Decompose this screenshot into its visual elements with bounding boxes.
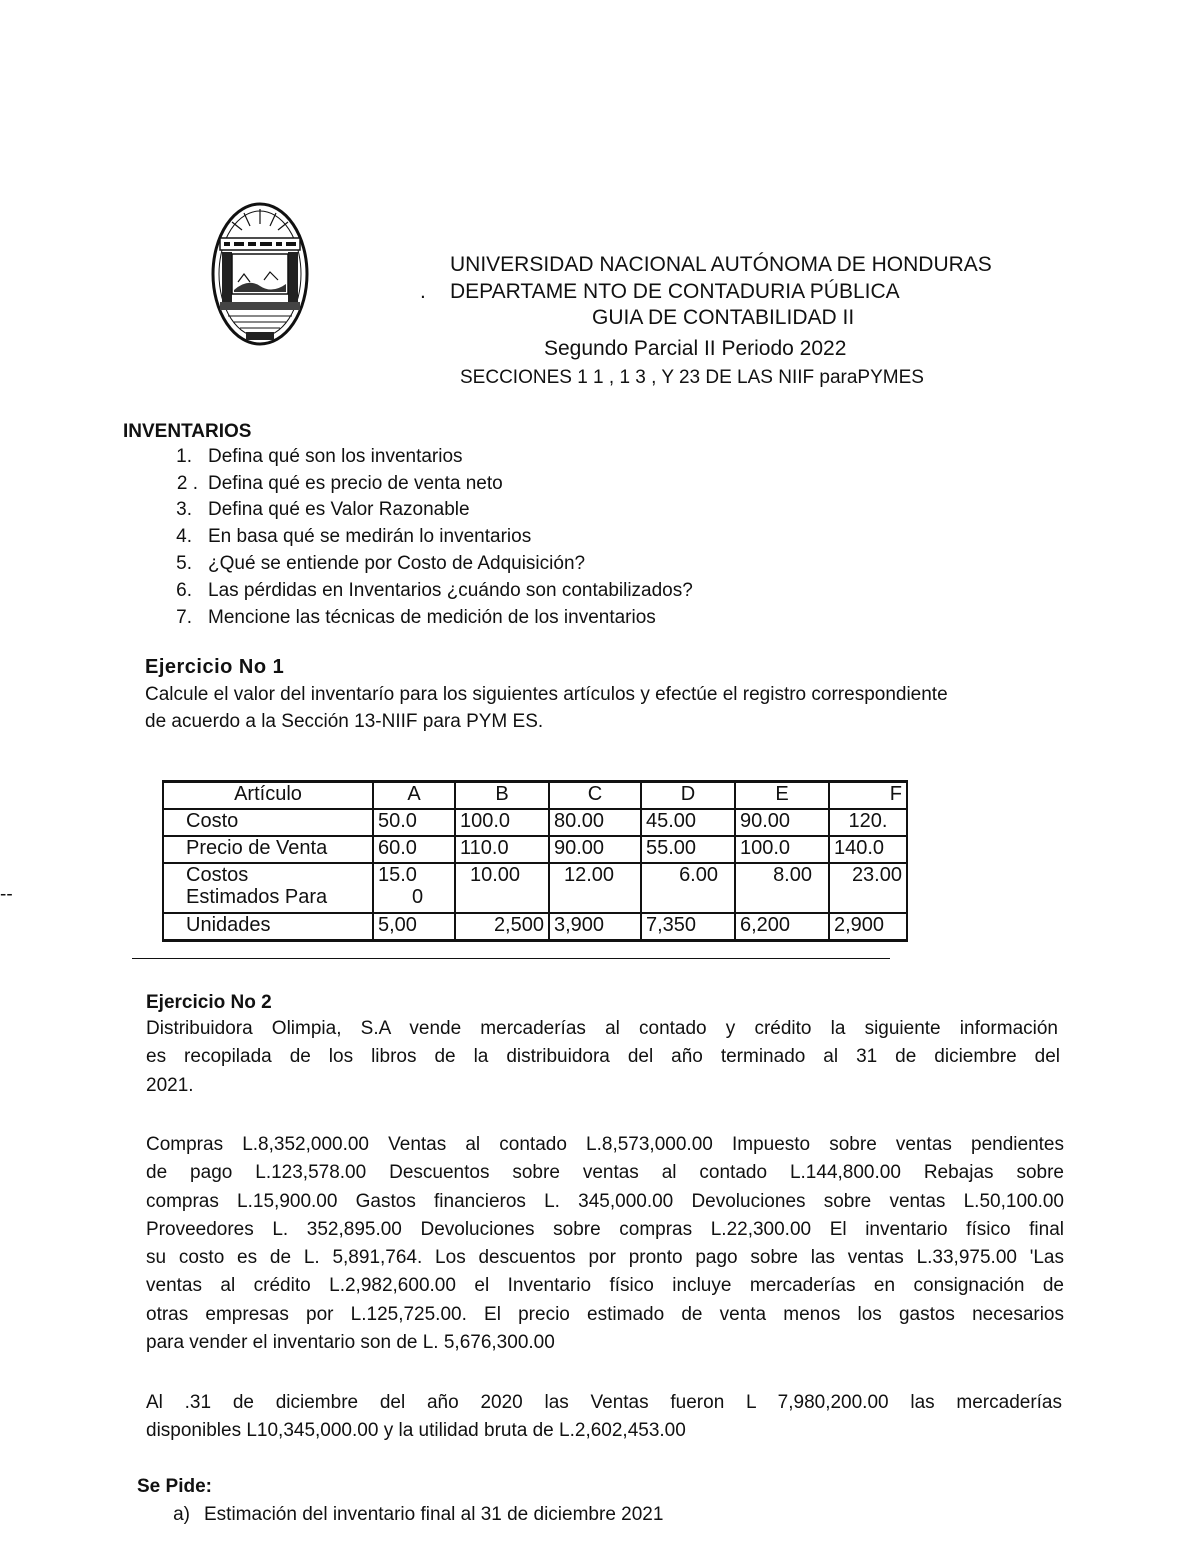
ejercicio1-title: Ejercicio No 1 bbox=[145, 656, 285, 678]
table-cell: 8.00 bbox=[735, 863, 829, 913]
table-cell: 80.00 bbox=[549, 809, 641, 836]
data-line: compras L.15,900.00 Gastos financieros L. 345,000.00 Devoluciones sobre ventas L.50,100.00 bbox=[146, 1190, 1064, 1212]
department-name: DEPARTAME NTO DE CONTADURIA PÚBLICA bbox=[450, 280, 900, 303]
intro-line: es recopilada de los libros de la distribuidora del año terminado al 31 de diciembre del bbox=[146, 1046, 1060, 1068]
table-cell: 60.0 bbox=[373, 836, 455, 863]
table-row-label: Precio de Venta bbox=[163, 836, 373, 863]
data-line: su costo es de L. 5,891,764. Los descuentos por pronto pago sobre las ventas L.33,975.00 'Las bbox=[146, 1247, 1064, 1269]
ejercicio2-intro bbox=[146, 1015, 1060, 1100]
table-header-row bbox=[163, 782, 907, 810]
table-header-cell: E bbox=[735, 782, 829, 810]
data-line: Proveedores L. 352,895.00 Devoluciones sobre compras L.22,300.00 El inventario físico final bbox=[146, 1218, 1064, 1240]
questions-list: 1. Defina qué son los inventarios 2 . Defina qué es precio de venta neto 3. Defina qué es Valor Razonable 4. En basa qué se medirán lo inventarios 5. ¿Qué se entiende por Costo de Adquisición? 6. Las pérdidas en Inventarios ¿cuándo son contabilizados? 7. Mencione las técnicas de medición de los inventarios bbox=[176, 446, 693, 628]
table-header-cell: D bbox=[641, 782, 735, 810]
ejercicio2-data bbox=[146, 1131, 1064, 1357]
table-cell: 120. bbox=[829, 809, 907, 836]
ejercicio1-instruction-line1: Calcule el valor del inventarío para los siguientes artículos y efectúe el registro correspondiente bbox=[145, 684, 948, 705]
table-row-label-line2: Estimados Para bbox=[186, 886, 328, 908]
intro-line: Distribuidora Olimpia, S.A vende mercaderías al contado y crédito la siguiente información bbox=[146, 1018, 1058, 1039]
inventarios-title: INVENTARIOS bbox=[123, 421, 252, 442]
table-cell: 55.00 bbox=[641, 836, 735, 863]
ejercicio2-title: Ejercicio No 2 bbox=[146, 992, 272, 1013]
table-cell: 90.00 bbox=[735, 809, 829, 836]
table-cell: 45.00 bbox=[641, 809, 735, 836]
table-cell: 5,00 bbox=[373, 913, 455, 941]
intro-line: 2021. bbox=[146, 1074, 194, 1096]
table-cell: 2,900 bbox=[829, 913, 907, 941]
ejercicio1-instruction-line2: de acuerdo a la Sección 13-NIIF para PYM ES. bbox=[145, 711, 544, 732]
ejercicio2-prior-year bbox=[146, 1389, 1062, 1446]
table-cell: 110.0 bbox=[455, 836, 549, 863]
exam-period: Segundo Parcial II Periodo 2022 bbox=[544, 337, 847, 360]
table-header-cell: B bbox=[455, 782, 549, 810]
table-cell: 140.0 bbox=[829, 836, 907, 863]
se-pide-label: Se Pide: bbox=[137, 1476, 212, 1497]
table-cell: 100.0 bbox=[455, 809, 549, 836]
table-row bbox=[163, 836, 907, 863]
table-row-label-line1: Costos bbox=[186, 864, 249, 886]
data-line: para vender el inventario son de L. 5,676,300.00 bbox=[146, 1332, 555, 1354]
data-line: Compras L.8,352,000.00 Ventas al contado L.8,573,000.00 Impuesto sobre ventas pendientes bbox=[146, 1134, 1064, 1155]
table-cell: 7,350 bbox=[641, 913, 735, 941]
table-header-cell: A bbox=[373, 782, 455, 810]
table-cell: 3,900 bbox=[549, 913, 641, 941]
data-line: ventas al crédito L.2,982,600.00 el Inventario físico incluye mercaderías en consignación de bbox=[146, 1275, 1064, 1297]
university-name: UNIVERSIDAD NACIONAL AUTÓNOMA DE HONDURAS bbox=[450, 253, 992, 276]
table-cell: 100.0 bbox=[735, 836, 829, 863]
table-cell: 2,500 bbox=[455, 913, 549, 941]
task-number: a) bbox=[173, 1504, 190, 1525]
table-row bbox=[163, 913, 907, 941]
table-header-cell: F bbox=[829, 782, 907, 810]
table-header-cell: C bbox=[549, 782, 641, 810]
inventory-table bbox=[162, 780, 908, 942]
table-row-label: Unidades bbox=[163, 913, 373, 941]
table-cell: 12.00 bbox=[549, 863, 641, 913]
table-cell: 6,200 bbox=[735, 913, 829, 941]
section-divider bbox=[132, 958, 890, 959]
data-line: otras empresas por L.125,725.00. El precio estimado de venta menos los gastos necesarios bbox=[146, 1303, 1064, 1325]
table-cell: 10.00 bbox=[455, 863, 549, 913]
table-cell: 23.00 bbox=[829, 863, 907, 913]
prior-line: disponibles L10,345,000.00 y la utilidad bruta de L.2,602,453.00 bbox=[146, 1420, 686, 1442]
margin-mark: -- bbox=[0, 884, 13, 905]
table-cell-value: 15.0 bbox=[378, 864, 417, 886]
header-bullet: . bbox=[420, 280, 426, 303]
prior-line: Al .31 de diciembre del año 2020 las Ventas fueron L 7,980,200.00 las mercaderías bbox=[146, 1392, 1062, 1413]
table-row-label: Costo bbox=[163, 809, 373, 836]
table-row bbox=[163, 863, 907, 913]
table-cell: 90.00 bbox=[549, 836, 641, 863]
table-cell-overflow: 0 bbox=[412, 886, 424, 908]
task-item bbox=[0, 1504, 900, 1534]
data-line: de pago L.123,578.00 Descuentos sobre ventas al contado L.144,800.00 Rebajas sobre bbox=[146, 1162, 1064, 1184]
table-row bbox=[163, 809, 907, 836]
task-text: Estimación del inventario final al 31 de diciembre 2021 bbox=[204, 1504, 664, 1525]
table-cell: 6.00 bbox=[641, 863, 735, 913]
sections-line: SECCIONES 1 1 , 1 3 , Y 23 DE LAS NIIF paraPYMES bbox=[460, 367, 924, 388]
university-seal bbox=[208, 200, 312, 350]
table-cell bbox=[373, 863, 455, 913]
guide-title: GUIA DE CONTABILIDAD II bbox=[592, 306, 855, 329]
table-row-label bbox=[163, 863, 373, 913]
table-cell: 50.0 bbox=[373, 809, 455, 836]
table-header-cell: Artículo bbox=[163, 782, 373, 810]
